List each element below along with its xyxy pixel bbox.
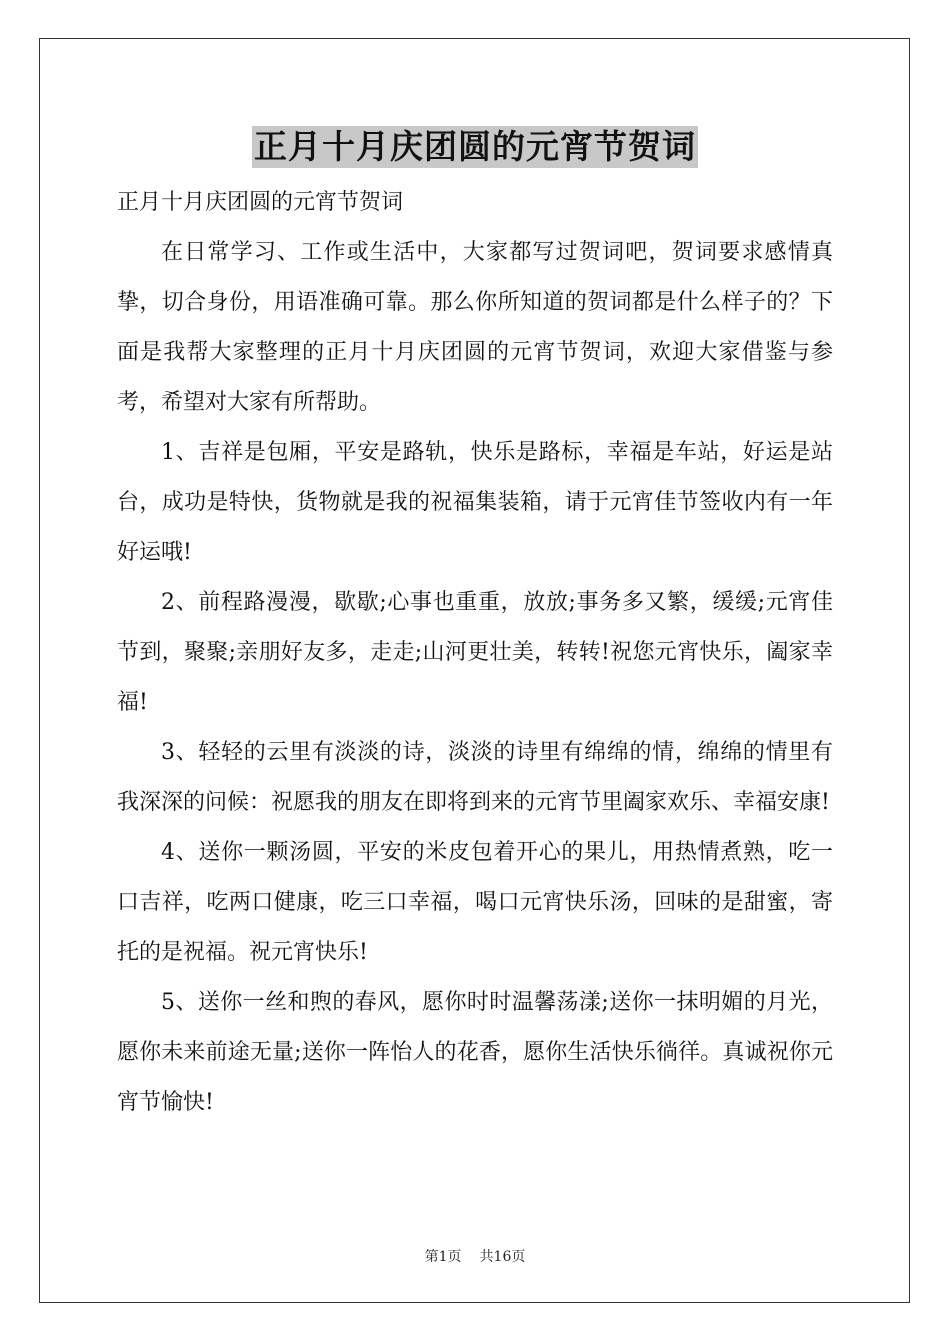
document-body (117, 178, 833, 1128)
document-title: 正月十月庆团圆的元宵节贺词 (254, 127, 696, 166)
page-total: 共16页 (479, 1249, 526, 1265)
intro-paragraph: 在日常学习、工作或生活中，大家都写过贺词吧，贺词要求感情真挚，切合身份，用语准确可靠。那么你所知道的贺词都是什么样子的？下面是我帮大家整理的正月十月庆团圆的元宵节贺词，欢迎大家借鉴与参考，希望对大家有所帮助。 (117, 240, 833, 415)
page-number: 第1页 (424, 1249, 462, 1265)
title-container (0, 126, 950, 168)
greeting-paragraph-3: 3、轻轻的云里有淡淡的诗，淡淡的诗里有绵绵的情，绵绵的情里有我深深的问候：祝愿我的朋友在即将到来的元宵节里阖家欢乐、幸福安康! (117, 740, 833, 815)
greeting-paragraph-4: 4、送你一颗汤圆，平安的米皮包着开心的果儿，用热情煮熟，吃一口吉祥，吃两口健康，吃三口幸福，喝口元宵快乐汤，回味的是甜蜜，寄托的是祝福。祝元宵快乐! (117, 840, 833, 965)
greeting-paragraph-1: 1、吉祥是包厢，平安是路轨，快乐是路标，幸福是车站，好运是站台，成功是特快，货物就是我的祝福集装箱，请于元宵佳节签收内有一年好运哦! (117, 440, 833, 565)
greeting-paragraph-5: 5、送你一丝和煦的春风，愿你时时温馨荡漾;送你一抹明媚的月光，愿你未来前途无量;送你一阵怡人的花香，愿你生活快乐徜徉。真诚祝你元宵节愉快! (117, 990, 833, 1115)
page-footer (0, 1248, 950, 1266)
greeting-paragraph-2: 2、前程路漫漫，歇歇;心事也重重，放放;事务多又繁，缓缓;元宵佳节到，聚聚;亲朋好友多，走走;山河更壮美，转转!祝您元宵快乐，阖家幸福! (117, 590, 833, 715)
document-subtitle: 正月十月庆团圆的元宵节贺词 (117, 190, 404, 215)
